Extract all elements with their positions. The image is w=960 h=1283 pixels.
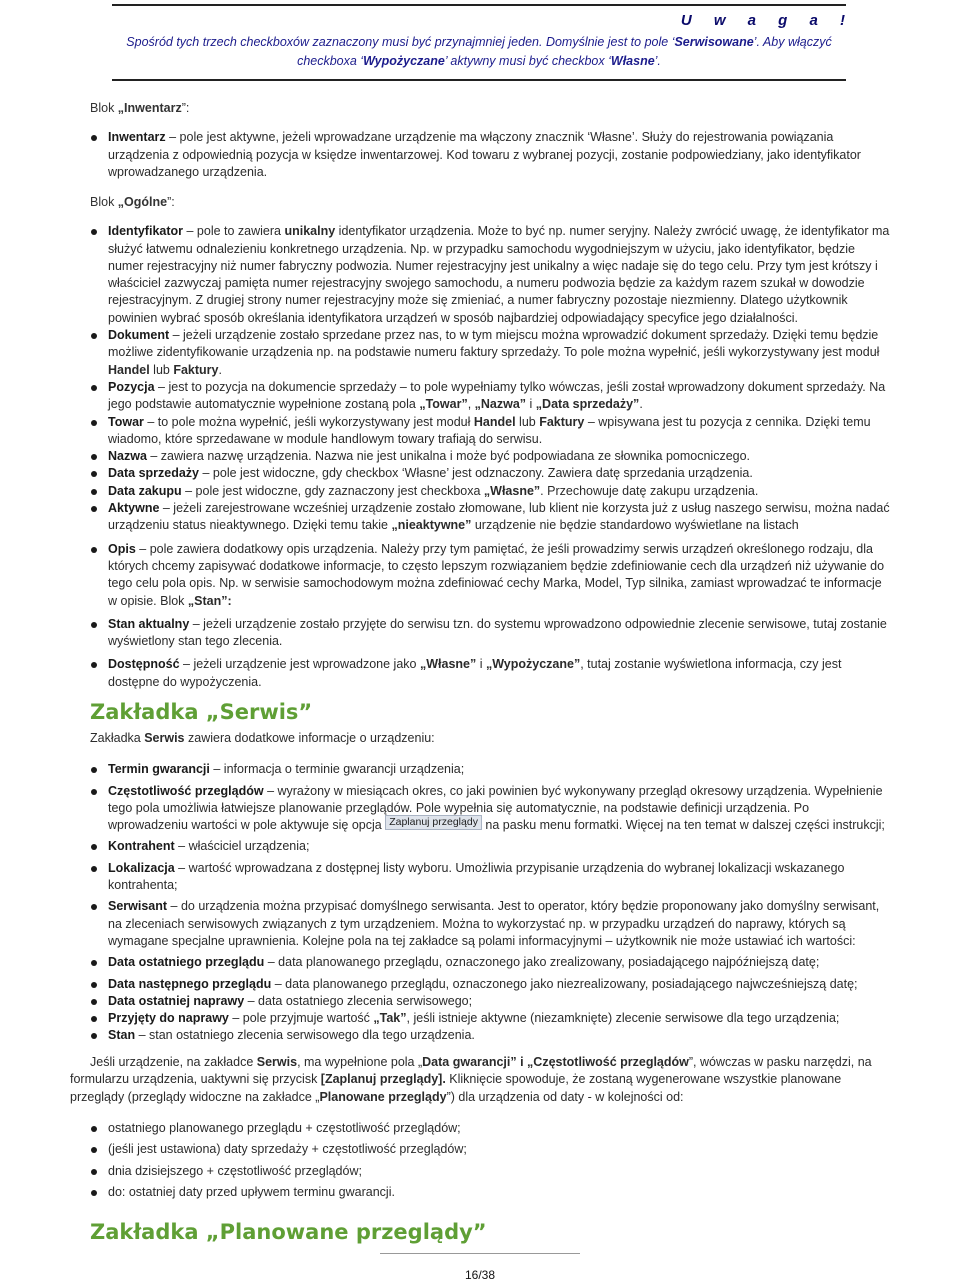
general-heading: Blok „Ogólne”:	[90, 195, 175, 209]
list-item: Nazwa – zawiera nazwę urządzenia. Nazwa nie jest unikalna i może być podpowiadana ze słownika pomocniczego.	[90, 448, 890, 465]
list-item: Opis – pole zawiera dodatkowy opis urządzenia. Należy przy tym pamiętać, że jeśli prowadzimy serwis urządzeń określonego rodzaju, dla których chcemy zapisywać dodatkowe informacje, to często lepszym rozwiązaniem będzie zdefiniowanie cech dla urządzeń niż używanie do tego celu pola opis. Np. w serwisie samochodowym można zdefiniować cechy Marka, Model, Typ silnika, zamiast wprowadzać te informacje w opisie. Blok „Stan”:	[90, 541, 890, 610]
inventory-heading: Blok „Inwentarz”:	[90, 101, 190, 115]
footer-rule	[380, 1253, 580, 1254]
warning-title: U w a g a !	[680, 12, 854, 29]
list-item: Kontrahent – właściciel urządzenia;	[90, 838, 890, 855]
general-list	[90, 223, 890, 691]
list-item: Aktywne – jeżeli zarejestrowane wcześniej urządzenie zostało złomowane, lub klient nie korzysta już z usług naszego serwisu, można nadać urządzeniu status nieaktywnego. Dzięki temu takie „nieaktywne” urządzenie nie będzie standardowo wyświetlane na listach	[90, 500, 890, 535]
list-item: (jeśli jest ustawiona) daty sprzedaży + częstotliwość przeglądów;	[90, 1141, 890, 1158]
list-item: Stan aktualny – jeżeli urządzenie zostało przyjęte do serwisu tzn. do systemu wprowadzono odpowiednie zlecenie serwisowe, tutaj zostanie wyświetlony stan tego zlecenia.	[90, 616, 890, 651]
list-item: Przyjęty do naprawy – pole przyjmuje wartość „Tak”, jeśli istnieje aktywne (niezamknięte) zlecenie serwisowe dla tego urządzenia;	[90, 1010, 890, 1027]
list-item: Dokument – jeżeli urządzenie zostało sprzedane przez nas, to w tym miejscu można wprowadzić dokument sprzedaży. Dzięki temu będzie możliwe zidentyfikowanie urządzenia np. na podstawie numeru faktury sprzedaży. To pole można wypełnić, jeśli wykorzystywany jest moduł Handel lub Faktury.	[90, 327, 890, 379]
warning-text: Spośród tych trzech checkboxów zaznaczony musi być przynajmniej jeden. Domyślnie jest to pole ‘Serwisowane’. Aby włączyć checkboxa ‘Wypożyczane’ aktywny musi być checkbox ‘Własne’.	[126, 35, 832, 68]
planned-tab-heading: Zakładka „Planowane przeglądy”	[90, 1220, 487, 1244]
serwis-paragraph	[70, 1054, 890, 1106]
list-item: Termin gwarancji – informacja o terminie gwarancji urządzenia;	[90, 761, 890, 778]
warning-bottom-rule	[112, 79, 846, 81]
list-item: Data zakupu – pole jest widoczne, gdy zaznaczony jest checkboxa „Własne”. Przechowuje datę zakupu urządzenia.	[90, 483, 890, 500]
serwis-list	[90, 761, 890, 1044]
order-section	[90, 1120, 890, 1201]
list-item: Data sprzedaży – pole jest widoczne, gdy checkbox ‘Własne’ jest odznaczony. Zawiera datę sprzedania urządzenia.	[90, 465, 890, 482]
warning-top-rule	[112, 4, 846, 6]
list-item: Serwisant – do urządzenia można przypisać domyślnego serwisanta. Jest to operator, który będzie proponowany jako domyślny serwisant, na zleceniach serwisowych związanych z tym urządzeniem. Można to wykorzystać np. w przypadku urządzeń do naprawy, których są wymagane specjalne uprawnienia. Kolejne pola na tej zakładce są polami informacyjnymi – użytkownik nie może ustawiać ich wartości:	[90, 898, 890, 950]
list-item: Data ostatniej naprawy – data ostatniego zlecenia serwisowego;	[90, 993, 890, 1010]
page-number: 16/38	[464, 1268, 496, 1282]
serwis-section	[90, 730, 890, 1045]
inventory-section	[90, 100, 890, 181]
list-item: Stan – stan ostatniego zlecenia serwisowego dla tego urządzenia.	[90, 1027, 890, 1044]
order-list	[90, 1120, 890, 1201]
list-item: Data następnego przeglądu – data planowanego przeglądu, oznaczonego jako niezrealizowany, posiadającego najwcześniejszą datę;	[90, 976, 890, 993]
general-section	[90, 194, 890, 691]
warning-box	[112, 4, 854, 81]
list-item: Towar – to pole można wypełnić, jeśli wykorzystywany jest moduł Handel lub Faktury – wpisywana jest tu pozycja z cennika. Dzięki temu wiadomo, które sprzedawane w module handlowym towary trafiają do serwisu.	[90, 414, 890, 449]
zaplanuj-paragraph: Jeśli urządzenie, na zakładce Serwis, ma wypełnione pola „Data gwarancji” i „Częstotliwość przeglądów”, wówczas w pasku narzędzi, na formularzu urządzenia, uaktywni się przycisk [Zaplanuj przeglądy]. Kliknięcie spowoduje, że zostaną wygenerowane wszystkie planowane przeglądy (przeglądy widoczne na zakładce „Planowane przeglądy”) dla urządzenia od daty - w kolejności od:	[70, 1055, 872, 1104]
list-item: Identyfikator – pole to zawiera unikalny identyfikator urządzenia. Może to być np. numer seryjny. Należy zwrócić uwagę, że identyfikator ma służyć łatwemu odnalezieniu konkretnego urządzenia. Np. w przypadku samochodu wygodniejszym w użyciu, jako identyfikator, będzie numer rejestracyjny niż numer fabryczny podwozia. Numer rejestracyjny jest unikalny a więc nadaje się do tego celu. Przy tym jest krótszy i właściciel zazwyczaj pamięta numer rejestracyjny swojego samochodu, a numeru podwozia będzie za każdym razem szukał w dowodzie rejestracyjnym. Z drugiej strony numer rejestracyjny może się zmieniać, a numer fabryczny pozostaje niezmienny. Dlatego użytkownik powinien wybrać sposób określania identyfikatora urządzeń w sposób najbardziej odpowiadający specyfice jego działalności.	[90, 223, 890, 327]
serwis-tab-heading: Zakładka „Serwis”	[90, 700, 313, 724]
list-item: ostatniego planowanego przeglądu + częstotliwość przeglądów;	[90, 1120, 890, 1137]
list-item: dnia dzisiejszego + częstotliwość przeglądów;	[90, 1163, 890, 1180]
list-item: do: ostatniej daty przed upływem terminu gwarancji.	[90, 1184, 890, 1201]
list-item: Częstotliwość przeglądów – wyrażony w miesiącach okres, co jaki powinien być wykonywany przegląd okresowy urządzenia. Wypełnienie tego pola umożliwia łatwiejsze planowanie przeglądów. Pole wypełnia się automatycznie, na podstawie definicji urządzenia. Po wprowadzeniu wartości w pole aktywuje się opcja Zaplanuj przeglądy na pasku menu formatki. Więcej na ten temat w dalszej części instrukcji;	[90, 783, 890, 835]
list-item: Data ostatniego przeglądu – data planowanego przeglądu, oznaczonego jako zrealizowany, posiadającego najpóźniejszą datę;	[90, 954, 890, 971]
list-item: Pozycja – jest to pozycja na dokumencie sprzedaży – to pole wypełniamy tylko wówczas, jeśli został wprowadzony dokument sprzedaży. Na jego podstawie automatycznie wypełnione zostaną pola „Towar”, „Nazwa” i „Data sprzedaży”.	[90, 379, 890, 414]
list-item: Dostępność – jeżeli urządzenie jest wprowadzone jako „Własne” i „Wypożyczane”, tutaj zostanie wyświetlona informacja, czy jest dostępne do wypożyczenia.	[90, 656, 890, 691]
inventory-list	[90, 129, 890, 181]
zaplanuj-przeglady-button[interactable]: Zaplanuj przeglądy	[385, 815, 482, 830]
list-item: Inwentarz – pole jest aktywne, jeżeli wprowadzane urządzenie ma włączony znacznik ‘Własne’. Służy do rejestrowania powiązania urządzenia z odpowiednią pozycja w księdze inwentarzowej. Kod towaru z wybranej pozycji, zostanie podpowiedziany, jako identyfikator wprowadzanego urządzenia.	[90, 129, 890, 181]
list-item: Lokalizacja – wartość wprowadzana z dostępnej listy wyboru. Umożliwia przypisanie urządzenia do wybranej lokalizacji wskazanego kontrahenta;	[90, 860, 890, 895]
serwis-intro: Zakładka Serwis zawiera dodatkowe informacje o urządzeniu:	[90, 731, 435, 745]
